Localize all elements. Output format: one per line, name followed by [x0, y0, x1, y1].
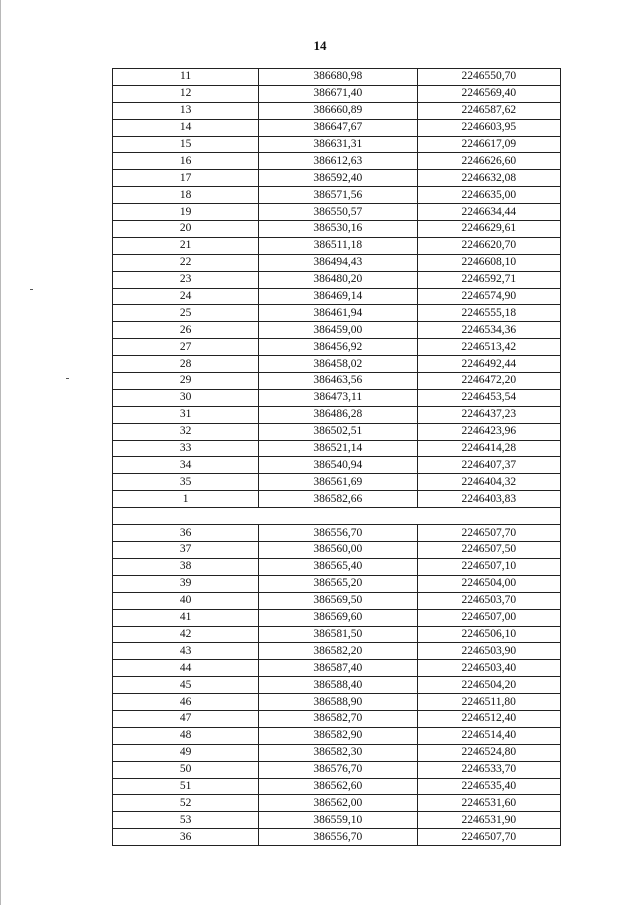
point-number-cell: 45 [113, 677, 259, 694]
point-number-cell: 42 [113, 626, 259, 643]
x-coordinate-cell: 386556,70 [259, 829, 417, 846]
y-coordinate-cell: 2246404,32 [417, 474, 560, 491]
x-coordinate-cell: 386458,02 [259, 356, 417, 373]
table-row [113, 710, 561, 727]
table-row [113, 339, 561, 356]
y-coordinate-cell: 2246507,00 [417, 609, 560, 626]
x-coordinate-cell: 386581,50 [259, 626, 417, 643]
table-row [113, 305, 561, 322]
page-number: 14 [313, 38, 327, 53]
table-row [113, 812, 561, 829]
point-number-cell: 40 [113, 592, 259, 609]
table-row [113, 271, 561, 288]
y-coordinate-cell: 2246423,96 [417, 423, 560, 440]
x-coordinate-cell: 386671,40 [259, 85, 417, 102]
x-coordinate-cell: 386562,60 [259, 778, 417, 795]
table-row [113, 254, 561, 271]
table-row [113, 423, 561, 440]
y-coordinate-cell: 2246626,60 [417, 153, 560, 170]
x-coordinate-cell: 386569,50 [259, 592, 417, 609]
x-coordinate-cell: 386562,00 [259, 795, 417, 812]
table-row [113, 694, 561, 711]
y-coordinate-cell: 2246503,40 [417, 660, 560, 677]
point-number-cell: 43 [113, 643, 259, 660]
point-number-cell: 30 [113, 389, 259, 406]
y-coordinate-cell: 2246632,08 [417, 170, 560, 187]
table-row [113, 288, 561, 305]
point-number-cell: 34 [113, 457, 259, 474]
point-number-cell: 46 [113, 694, 259, 711]
x-coordinate-cell: 386463,56 [259, 373, 417, 390]
table-row [113, 69, 561, 86]
y-coordinate-cell: 2246531,60 [417, 795, 560, 812]
point-number-cell: 18 [113, 187, 259, 204]
point-number-cell: 31 [113, 406, 259, 423]
point-number-cell: 11 [113, 69, 259, 86]
x-coordinate-cell: 386565,40 [259, 558, 417, 575]
table-row [113, 491, 561, 508]
x-coordinate-cell: 386680,98 [259, 69, 417, 86]
y-coordinate-cell: 2246504,00 [417, 575, 560, 592]
point-number-cell: 36 [113, 525, 259, 542]
y-coordinate-cell: 2246555,18 [417, 305, 560, 322]
y-coordinate-cell: 2246531,90 [417, 812, 560, 829]
x-coordinate-cell: 386560,00 [259, 542, 417, 559]
x-coordinate-cell: 386469,14 [259, 288, 417, 305]
x-coordinate-cell: 386660,89 [259, 102, 417, 119]
y-coordinate-cell: 2246592,71 [417, 271, 560, 288]
table-row [113, 373, 561, 390]
point-number-cell: 15 [113, 136, 259, 153]
table-row [113, 778, 561, 795]
table-row [113, 474, 561, 491]
y-coordinate-cell: 2246437,23 [417, 406, 560, 423]
point-number-cell: 49 [113, 744, 259, 761]
table-row [113, 727, 561, 744]
point-number-cell: 14 [113, 119, 259, 136]
table-row [113, 829, 561, 846]
x-coordinate-cell: 386530,16 [259, 221, 417, 238]
x-coordinate-cell: 386480,20 [259, 271, 417, 288]
x-coordinate-cell: 386587,40 [259, 660, 417, 677]
point-number-cell: 51 [113, 778, 259, 795]
y-coordinate-cell: 2246507,70 [417, 829, 560, 846]
y-coordinate-cell: 2246514,40 [417, 727, 560, 744]
table-row [113, 119, 561, 136]
table-row [113, 609, 561, 626]
x-coordinate-cell: 386540,94 [259, 457, 417, 474]
point-number-cell: 25 [113, 305, 259, 322]
table-row [113, 575, 561, 592]
point-number-cell: 19 [113, 204, 259, 221]
y-coordinate-cell: 2246608,10 [417, 254, 560, 271]
x-coordinate-cell: 386459,00 [259, 322, 417, 339]
separator-row [113, 508, 561, 525]
table-row [113, 406, 561, 423]
y-coordinate-cell: 2246603,95 [417, 119, 560, 136]
x-coordinate-cell: 386461,94 [259, 305, 417, 322]
point-number-cell: 21 [113, 237, 259, 254]
table-row [113, 626, 561, 643]
y-coordinate-cell: 2246506,10 [417, 626, 560, 643]
margin-mark [66, 378, 69, 379]
table-row [113, 237, 561, 254]
point-number-cell: 39 [113, 575, 259, 592]
table-row [113, 204, 561, 221]
y-coordinate-cell: 2246507,10 [417, 558, 560, 575]
point-number-cell: 23 [113, 271, 259, 288]
point-number-cell: 37 [113, 542, 259, 559]
point-number-cell: 22 [113, 254, 259, 271]
y-coordinate-cell: 2246620,70 [417, 237, 560, 254]
point-number-cell: 52 [113, 795, 259, 812]
y-coordinate-cell: 2246492,44 [417, 356, 560, 373]
coordinates-table-body [113, 69, 561, 846]
y-coordinate-cell: 2246403,83 [417, 491, 560, 508]
table-row [113, 85, 561, 102]
point-number-cell: 33 [113, 440, 259, 457]
y-coordinate-cell: 2246550,70 [417, 69, 560, 86]
table-row [113, 356, 561, 373]
point-number-cell: 50 [113, 761, 259, 778]
x-coordinate-cell: 386582,30 [259, 744, 417, 761]
point-number-cell: 38 [113, 558, 259, 575]
x-coordinate-cell: 386561,69 [259, 474, 417, 491]
x-coordinate-cell: 386582,70 [259, 710, 417, 727]
margin-mark [30, 289, 33, 290]
coordinates-table [112, 68, 561, 846]
x-coordinate-cell: 386556,70 [259, 525, 417, 542]
point-number-cell: 16 [113, 153, 259, 170]
x-coordinate-cell: 386569,60 [259, 609, 417, 626]
point-number-cell: 17 [113, 170, 259, 187]
x-coordinate-cell: 386588,90 [259, 694, 417, 711]
table-row [113, 525, 561, 542]
table-row [113, 592, 561, 609]
point-number-cell: 35 [113, 474, 259, 491]
x-coordinate-cell: 386559,10 [259, 812, 417, 829]
table-row [113, 643, 561, 660]
x-coordinate-cell: 386582,90 [259, 727, 417, 744]
point-number-cell: 47 [113, 710, 259, 727]
y-coordinate-cell: 2246503,70 [417, 592, 560, 609]
x-coordinate-cell: 386565,20 [259, 575, 417, 592]
point-number-cell: 36 [113, 829, 259, 846]
point-number-cell: 13 [113, 102, 259, 119]
y-coordinate-cell: 2246504,20 [417, 677, 560, 694]
point-number-cell: 26 [113, 322, 259, 339]
table-row [113, 187, 561, 204]
y-coordinate-cell: 2246511,80 [417, 694, 560, 711]
table-row [113, 440, 561, 457]
x-coordinate-cell: 386582,66 [259, 491, 417, 508]
x-coordinate-cell: 386473,11 [259, 389, 417, 406]
y-coordinate-cell: 2246512,40 [417, 710, 560, 727]
table-row [113, 389, 561, 406]
table-row [113, 761, 561, 778]
x-coordinate-cell: 386631,31 [259, 136, 417, 153]
table-row [113, 457, 561, 474]
y-coordinate-cell: 2246587,62 [417, 102, 560, 119]
table-row [113, 542, 561, 559]
point-number-cell: 28 [113, 356, 259, 373]
x-coordinate-cell: 386494,43 [259, 254, 417, 271]
y-coordinate-cell: 2246535,40 [417, 778, 560, 795]
x-coordinate-cell: 386647,67 [259, 119, 417, 136]
x-coordinate-cell: 386456,92 [259, 339, 417, 356]
x-coordinate-cell: 386486,28 [259, 406, 417, 423]
table-row [113, 102, 561, 119]
table-row [113, 136, 561, 153]
y-coordinate-cell: 2246503,90 [417, 643, 560, 660]
point-number-cell: 12 [113, 85, 259, 102]
table-row [113, 795, 561, 812]
y-coordinate-cell: 2246524,80 [417, 744, 560, 761]
point-number-cell: 1 [113, 491, 259, 508]
table-row [113, 558, 561, 575]
table-row [113, 170, 561, 187]
x-coordinate-cell: 386521,14 [259, 440, 417, 457]
y-coordinate-cell: 2246569,40 [417, 85, 560, 102]
y-coordinate-cell: 2246534,36 [417, 322, 560, 339]
separator-cell [113, 508, 561, 525]
x-coordinate-cell: 386511,18 [259, 237, 417, 254]
y-coordinate-cell: 2246414,28 [417, 440, 560, 457]
y-coordinate-cell: 2246507,50 [417, 542, 560, 559]
x-coordinate-cell: 386588,40 [259, 677, 417, 694]
y-coordinate-cell: 2246635,00 [417, 187, 560, 204]
table-row [113, 744, 561, 761]
point-number-cell: 24 [113, 288, 259, 305]
x-coordinate-cell: 386550,57 [259, 204, 417, 221]
x-coordinate-cell: 386582,20 [259, 643, 417, 660]
y-coordinate-cell: 2246634,44 [417, 204, 560, 221]
point-number-cell: 53 [113, 812, 259, 829]
y-coordinate-cell: 2246574,90 [417, 288, 560, 305]
point-number-cell: 32 [113, 423, 259, 440]
point-number-cell: 41 [113, 609, 259, 626]
table-row [113, 153, 561, 170]
table-row [113, 221, 561, 238]
y-coordinate-cell: 2246629,61 [417, 221, 560, 238]
x-coordinate-cell: 386576,70 [259, 761, 417, 778]
x-coordinate-cell: 386502,51 [259, 423, 417, 440]
y-coordinate-cell: 2246617,09 [417, 136, 560, 153]
table-row [113, 660, 561, 677]
point-number-cell: 48 [113, 727, 259, 744]
y-coordinate-cell: 2246533,70 [417, 761, 560, 778]
table-row [113, 322, 561, 339]
x-coordinate-cell: 386612,63 [259, 153, 417, 170]
page-edge-line [0, 0, 1, 905]
point-number-cell: 27 [113, 339, 259, 356]
point-number-cell: 29 [113, 373, 259, 390]
y-coordinate-cell: 2246472,20 [417, 373, 560, 390]
x-coordinate-cell: 386571,56 [259, 187, 417, 204]
point-number-cell: 20 [113, 221, 259, 238]
table-row [113, 677, 561, 694]
point-number-cell: 44 [113, 660, 259, 677]
y-coordinate-cell: 2246513,42 [417, 339, 560, 356]
y-coordinate-cell: 2246453,54 [417, 389, 560, 406]
y-coordinate-cell: 2246407,37 [417, 457, 560, 474]
x-coordinate-cell: 386592,40 [259, 170, 417, 187]
y-coordinate-cell: 2246507,70 [417, 525, 560, 542]
